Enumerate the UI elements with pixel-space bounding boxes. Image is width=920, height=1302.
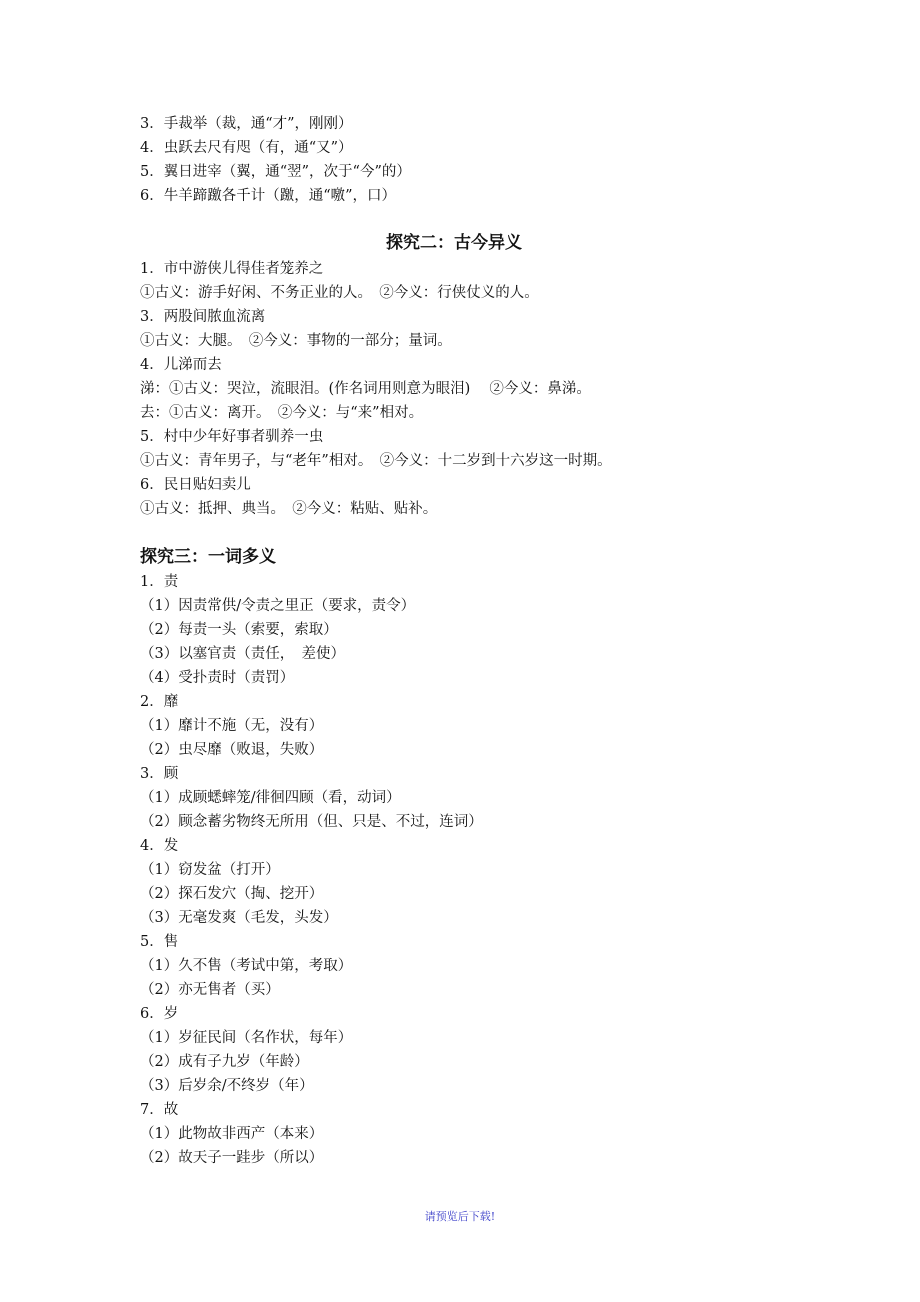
text-line: 涕：①古义：哭泣，流眼泪。(作名词用则意为眼泪) ②今义：鼻涕。: [140, 381, 591, 397]
text-line: 4．虫跃去尺有咫（有，通“又”）: [140, 140, 353, 156]
text-line: （1）此物故非西产（本来）: [140, 1126, 324, 1142]
text-line: （1）因责常供/令责之里正（要求，责令）: [140, 598, 416, 614]
text-line: ①古义：大腿。 ②今义：事物的一部分；量词。: [140, 333, 452, 349]
text-line: （1）成顾蟋蟀笼/徘徊四顾（看，动词）: [140, 790, 401, 806]
text-line: 4．发: [140, 838, 179, 854]
text-line: （2）每责一头（索要，索取）: [140, 622, 338, 638]
text-line: （2）故天子一跬步（所以）: [140, 1150, 324, 1166]
section-heading-yici-duoyi: 探究三：一词多义: [140, 547, 276, 567]
text-line: ①古义：抵押、典当。 ②今义：粘贴、贴补。: [140, 501, 438, 517]
text-line: （3）无毫发爽（毛发，头发）: [140, 910, 338, 926]
text-line: （1）久不售（考试中第，考取）: [140, 958, 353, 974]
section-heading-gujin-yiyi: 探究二：古今异义: [386, 233, 522, 253]
text-line: 6．岁: [140, 1006, 179, 1022]
text-line: （2）顾念蓄劣物终无所用（但、只是、不过，连词）: [140, 814, 483, 830]
text-line: （1）靡计不施（无，没有）: [140, 718, 324, 734]
text-line: （2）成有子九岁（年龄）: [140, 1054, 309, 1070]
text-line: （2）亦无售者（买）: [140, 982, 280, 998]
text-line: 5．翼日进宰（翼，通“翌”，次于“今”的）: [140, 164, 411, 180]
text-line: 1．责: [140, 574, 179, 590]
text-line: 5．村中少年好事者驯养一虫: [140, 429, 324, 445]
text-line: 去：①古义：离开。 ②今义：与“来”相对。: [140, 405, 424, 421]
text-line: 6．民日贴妇卖儿: [140, 477, 251, 493]
text-line: ①古义：青年男子，与“老年”相对。 ②今义：十二岁到十六岁这一时期。: [140, 453, 612, 469]
text-line: 6．牛羊蹄躈各千计（躈，通“噭”，口）: [140, 188, 397, 204]
text-line: 7．故: [140, 1102, 179, 1118]
text-line: 1．市中游侠儿得佳者笼养之: [140, 261, 324, 277]
text-line: 5．售: [140, 934, 179, 950]
text-line: （3）后岁余/不终岁（年）: [140, 1078, 314, 1094]
text-line: （1）窃发盆（打开）: [140, 862, 280, 878]
text-line: 3．两股间脓血流离: [140, 309, 266, 325]
download-prompt-footer: 请预览后下载!: [424, 1210, 496, 1223]
text-line: （2）虫尽靡（败退，失败）: [140, 742, 324, 758]
text-line: 3．顾: [140, 766, 179, 782]
text-line: （2）探石发穴（掏、挖开）: [140, 886, 324, 902]
text-line: ①古义：游手好闲、不务正业的人。 ②今义：行侠仗义的人。: [140, 285, 539, 301]
text-line: 2．靡: [140, 694, 179, 710]
text-line: 3．手裁举（裁，通“才”，刚刚）: [140, 116, 353, 132]
text-line: （4）受扑责时（责罚）: [140, 670, 295, 686]
text-line: （3）以塞官责（责任， 差使）: [140, 646, 345, 662]
text-line: （1）岁征民间（名作状，每年）: [140, 1030, 353, 1046]
text-line: 4．儿涕而去: [140, 357, 222, 373]
